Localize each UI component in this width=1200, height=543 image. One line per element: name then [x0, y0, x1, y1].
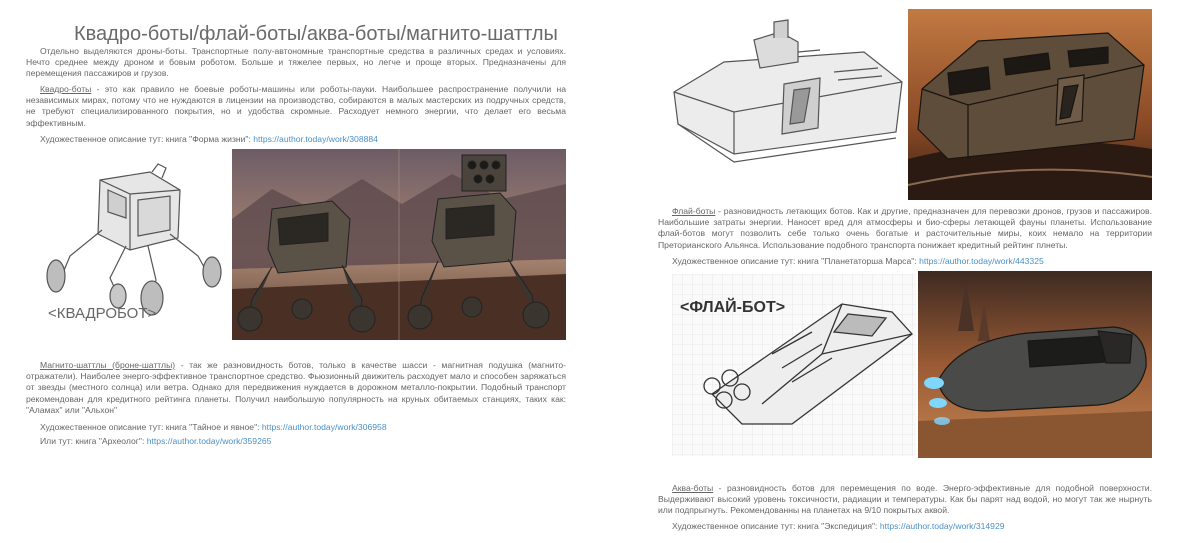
magshuttle-render-image: [908, 9, 1152, 200]
quadbot-term: Квадро-боты: [40, 84, 92, 94]
quadbot-source-link[interactable]: https://author.today/work/308884: [253, 134, 378, 144]
intro-paragraph: Отдельно выделяются дроны-боты. Транспортные полу-автономные транспортные средства в различных средах и условиях. Нечто среднее между дроном и бовым роботом. Больше и тяжелее первых, но легче и проще вторых. Предназначены для перемещения пассажиров и грузов.: [26, 46, 566, 79]
magshuttle-source-2-link[interactable]: https://author.today/work/359265: [146, 436, 272, 446]
aquabot-paragraph: Аква-боты - разновидность ботов для перемещения по воде. Энерго-эффективные для подобной поверхности. Выдерживают высокий уровень токсичности, радиации и температуры. Как бы парят над водой, но могут так же нырнуть или подпрыгнуть. Рекомендованны на планетах на 9/10 покрытых аквой.: [658, 483, 1152, 516]
aquabot-source: Художественное описание тут: книга "Экспедиция": https://author.today/work/314929: [672, 521, 1005, 531]
magshuttle-sketch-image: [664, 12, 910, 172]
quadbot-paragraph: Квадро-боты - это как правило не боевые роботы-машины или роботы-пауки. Наибольшее распространение получили на независимых мирах, потому что не нуждаются в лицензии на производство, собираются в малых мастерских из подручных средств, не требуют специализированного покрытия, но и удобства скромные. Расходует немного энергии, что делает его весьма эффективным.: [26, 84, 566, 128]
magshuttle-source-1-link[interactable]: https://author.today/work/306958: [261, 422, 387, 432]
flybot-term: Флай-боты: [672, 206, 716, 216]
quadbot-sketch-image: [30, 160, 230, 340]
magshuttle-paragraph: Магнито-шаттлы (броне-шаттлы) - так же разновидность ботов, только в качестве шасси - магнитная подушка (магнито-отражатели). Наиболее энерго-эффективное транспортное средство. Фьюзионный движитель расходует мало и способен заряжаться от звезды (местного солнца) или ветра. Однако для передвижения нуждается в дорожном металло-покрытии. Подобный транспорт рекомендован для кредитного рейтинга планеты. Получил наибольшую популярность на круных обитаемых станциях, таких как: "Аламах" или "Альхон": [26, 360, 566, 415]
flybot-render-image: [918, 271, 1152, 458]
magshuttle-source-2: Или тут: книга "Археолог": https://author.today/work/359265: [40, 436, 272, 446]
flybot-sketch-caption: <ФЛАЙ-БОТ>: [680, 299, 786, 316]
aquabot-source-link[interactable]: https://author.today/work/314929: [879, 521, 1005, 531]
quadbot-source: Художественное описание тут: книга "Форма жизни": https://author.today/work/308884: [40, 134, 378, 144]
quadbot-render-image: [232, 149, 566, 340]
page-title: Квадро-боты/флай-боты/аква-боты/магнито-шаттлы: [74, 23, 558, 46]
magshuttle-source-1: Художественное описание тут: книга "Тайное и явное": https://author.today/work/306958: [40, 422, 387, 432]
aquabot-term: Аква-боты: [672, 483, 714, 493]
magshuttle-term: Магнито-шаттлы (броне-шаттлы): [40, 360, 176, 370]
quadbot-sketch-caption: <КВАДРОБОТ>: [48, 305, 157, 322]
flybot-paragraph: Флай-боты - разновидность летающих ботов. Как и другие, предназначен для перевозки дронов, грузов и пассажиров. Наибольшие затраты энергии. Наносет вред для атмосферы и био-сферы летающей фауны планеты. Использование флай-ботов могут позволить себе только очень богатые и расточительные миры, коих немало на территории Преторианского Альянса. Использование подобного транспорта понижает кредитный рейтинг плнеты.: [658, 206, 1152, 250]
flybot-source: Художественное описание тут: книга "Планетаторша Марса": https://author.today/work/443325: [672, 256, 1044, 266]
flybot-sketch-image: [672, 274, 916, 456]
flybot-source-link[interactable]: https://author.today/work/443325: [919, 256, 1044, 266]
